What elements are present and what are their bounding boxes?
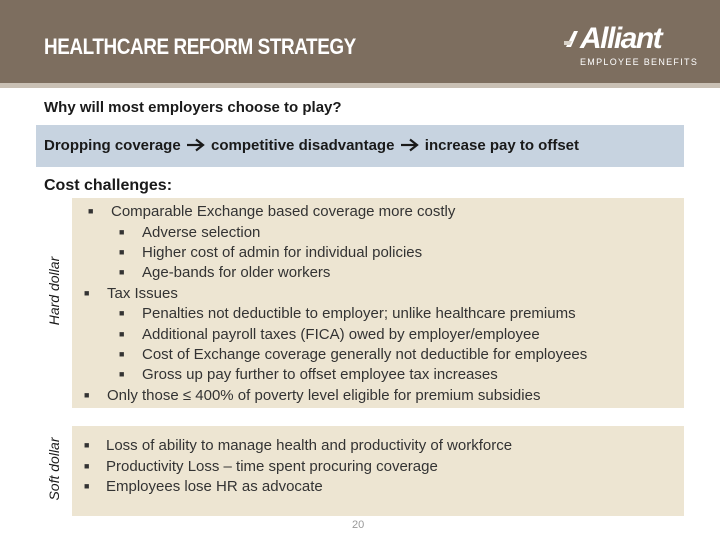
bullet-icon: ■ <box>119 247 125 257</box>
list-item: Penalties not deductible to employer; unlike healthcare premiums <box>142 305 576 322</box>
chain-item: competitive disadvantage <box>211 137 395 154</box>
list-item: Comparable Exchange based coverage more costly <box>111 203 456 220</box>
bullet-icon: ■ <box>119 308 125 318</box>
list-item: Age-bands for older workers <box>142 264 331 281</box>
right-arrow-icon <box>399 138 421 152</box>
list-item: Gross up pay further to offset employee tax increases <box>142 366 498 383</box>
list-item: Higher cost of admin for individual policies <box>142 244 423 261</box>
bullet-icon: ■ <box>119 349 125 359</box>
logo-wordmark: Alliant <box>580 22 662 55</box>
slide-title: HEALTHCARE REFORM STRATEGY <box>44 34 356 59</box>
logo-subtitle: EMPLOYEE BENEFITS <box>580 57 699 67</box>
bullet-icon: ■ <box>119 267 125 277</box>
list-item: Loss of ability to manage health and productivity of workforce <box>106 437 513 454</box>
consequence-chain <box>44 137 579 154</box>
bullet-icon: ■ <box>84 288 90 298</box>
bullet-icon: ■ <box>119 227 125 237</box>
bullet-icon: ■ <box>88 206 94 216</box>
list-item: Cost of Exchange coverage generally not deductible for employees <box>142 346 588 363</box>
bullet-icon: ■ <box>84 461 90 471</box>
cost-challenges-heading: Cost challenges: <box>44 177 173 194</box>
bullet-icon: ■ <box>84 440 90 450</box>
alliant-logo <box>564 22 699 68</box>
question-heading: Why will most employers choose to play? <box>44 99 342 116</box>
hard-dollar-sidebar <box>36 198 72 408</box>
list-item: Only those ≤ 400% of poverty level eligible for premium subsidies <box>107 387 541 404</box>
list-item: Productivity Loss – time spent procuring coverage <box>106 458 438 475</box>
soft-dollar-sidebar <box>36 426 72 516</box>
header-stripe <box>0 83 720 88</box>
bullet-icon: ■ <box>119 329 125 339</box>
chain-item: Dropping coverage <box>44 137 181 154</box>
right-arrow-icon <box>185 138 207 152</box>
page-number: 20 <box>352 519 365 531</box>
list-item: Adverse selection <box>142 224 261 241</box>
hard-dollar-label: Hard dollar <box>46 256 62 326</box>
consequence-chain-box <box>36 125 684 167</box>
list-item: Employees lose HR as advocate <box>106 478 323 495</box>
logo-mark-icon <box>564 29 580 49</box>
list-item: Additional payroll taxes (FICA) owed by employer/employee <box>142 326 540 343</box>
bullet-icon: ■ <box>119 369 125 379</box>
chain-item: increase pay to offset <box>424 137 580 154</box>
bullet-icon: ■ <box>84 390 90 400</box>
soft-dollar-label: Soft dollar <box>46 437 62 501</box>
bullet-icon: ■ <box>84 481 90 491</box>
list-item: Tax Issues <box>107 285 178 302</box>
